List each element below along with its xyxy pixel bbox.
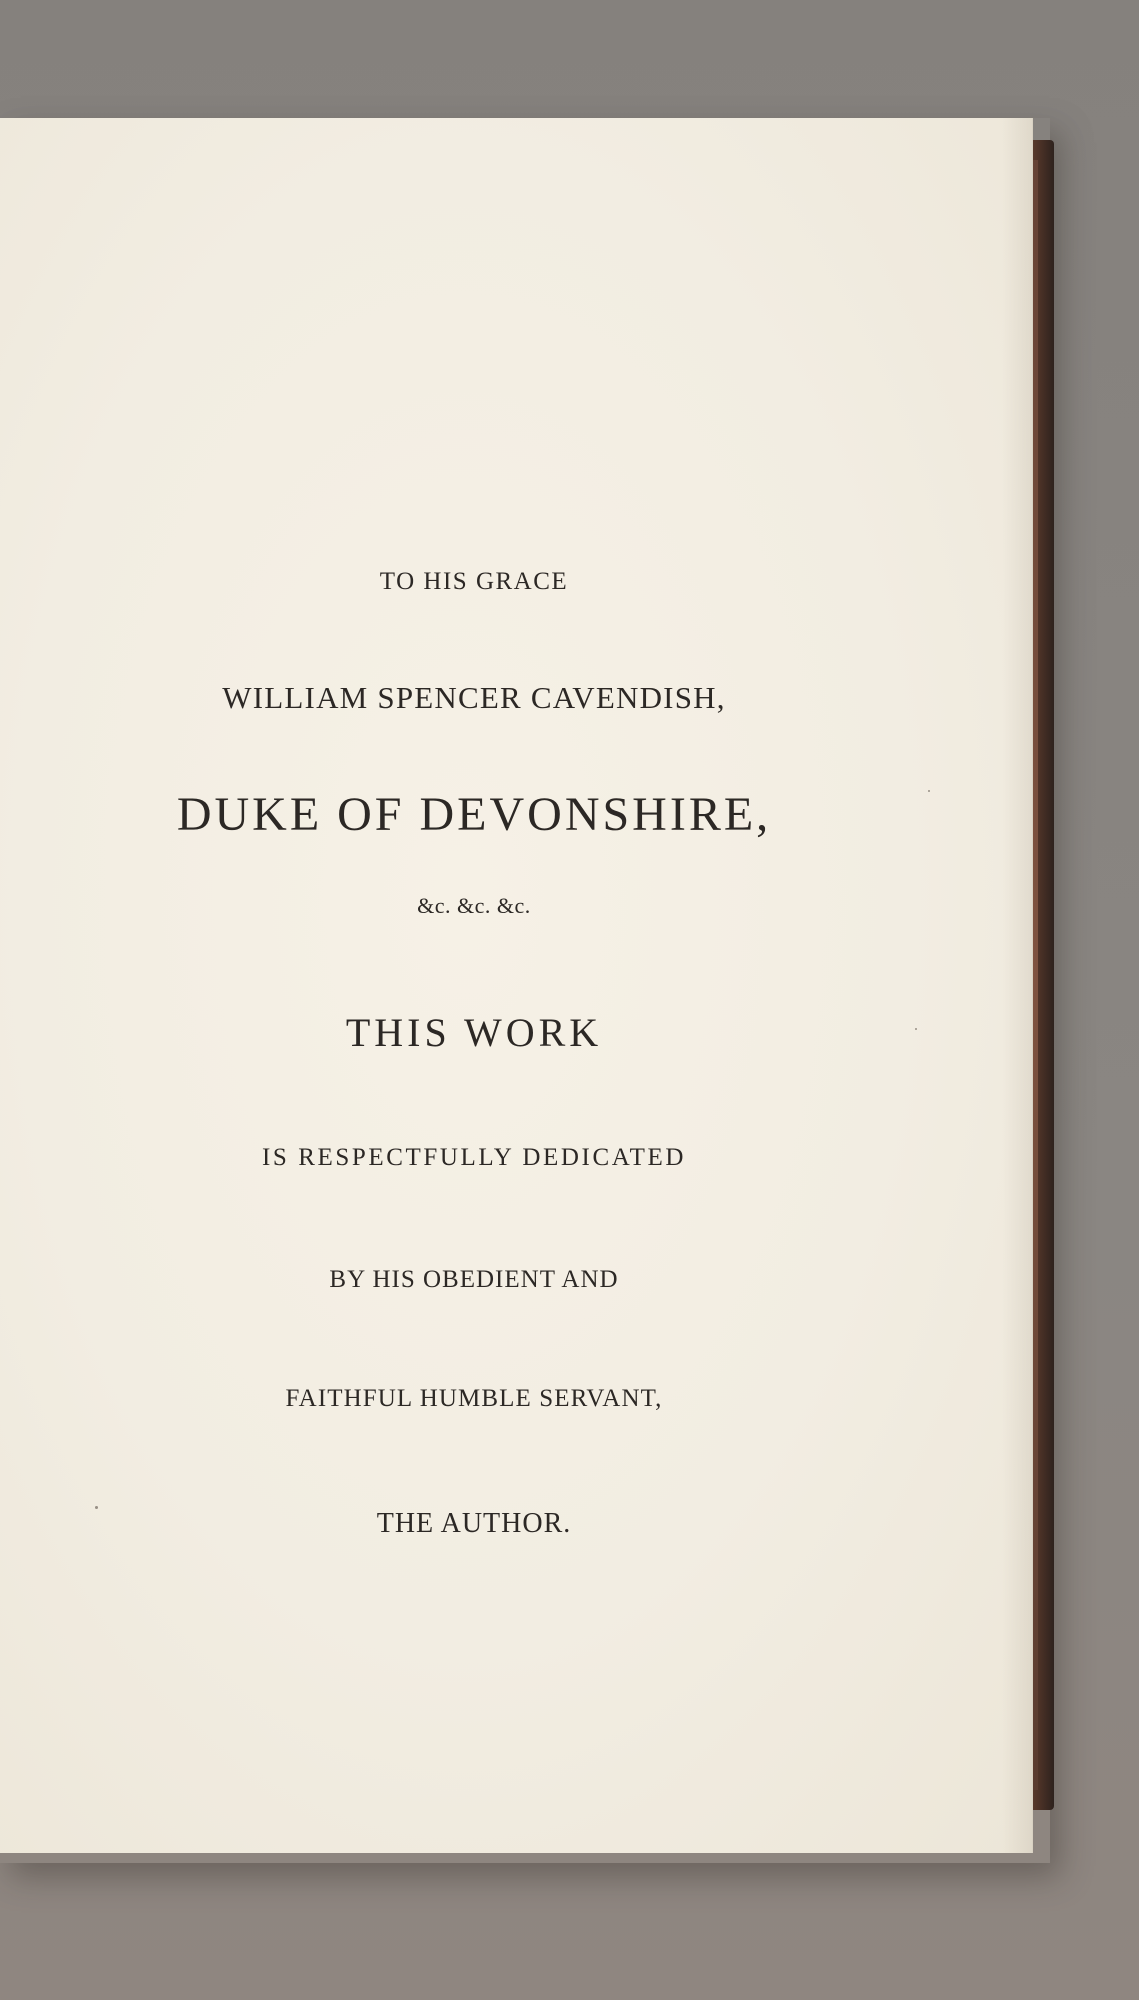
book-page <box>0 118 1033 1853</box>
dedication-line-this-work: THIS WORK <box>345 1010 603 1055</box>
dedication-line-etc: &c. &c. &c. <box>417 893 531 918</box>
dedication-line-name: WILLIAM SPENCER CAVENDISH, <box>222 680 726 715</box>
paper-speck <box>915 1028 917 1030</box>
paper-speck <box>95 1506 98 1509</box>
dedication-line-to-his-grace: TO HIS GRACE <box>379 568 569 595</box>
dedication-line-by: BY HIS OBEDIENT AND <box>329 1266 619 1293</box>
dedication-line-title: DUKE OF DEVONSHIRE, <box>176 788 772 841</box>
dedication-line-author: THE AUTHOR. <box>376 1508 572 1539</box>
dedication-line-dedicated: IS RESPECTFULLY DEDICATED <box>261 1144 687 1171</box>
paper-speck <box>928 790 930 792</box>
dedication-line-servant: FAITHFUL HUMBLE SERVANT, <box>285 1385 663 1412</box>
